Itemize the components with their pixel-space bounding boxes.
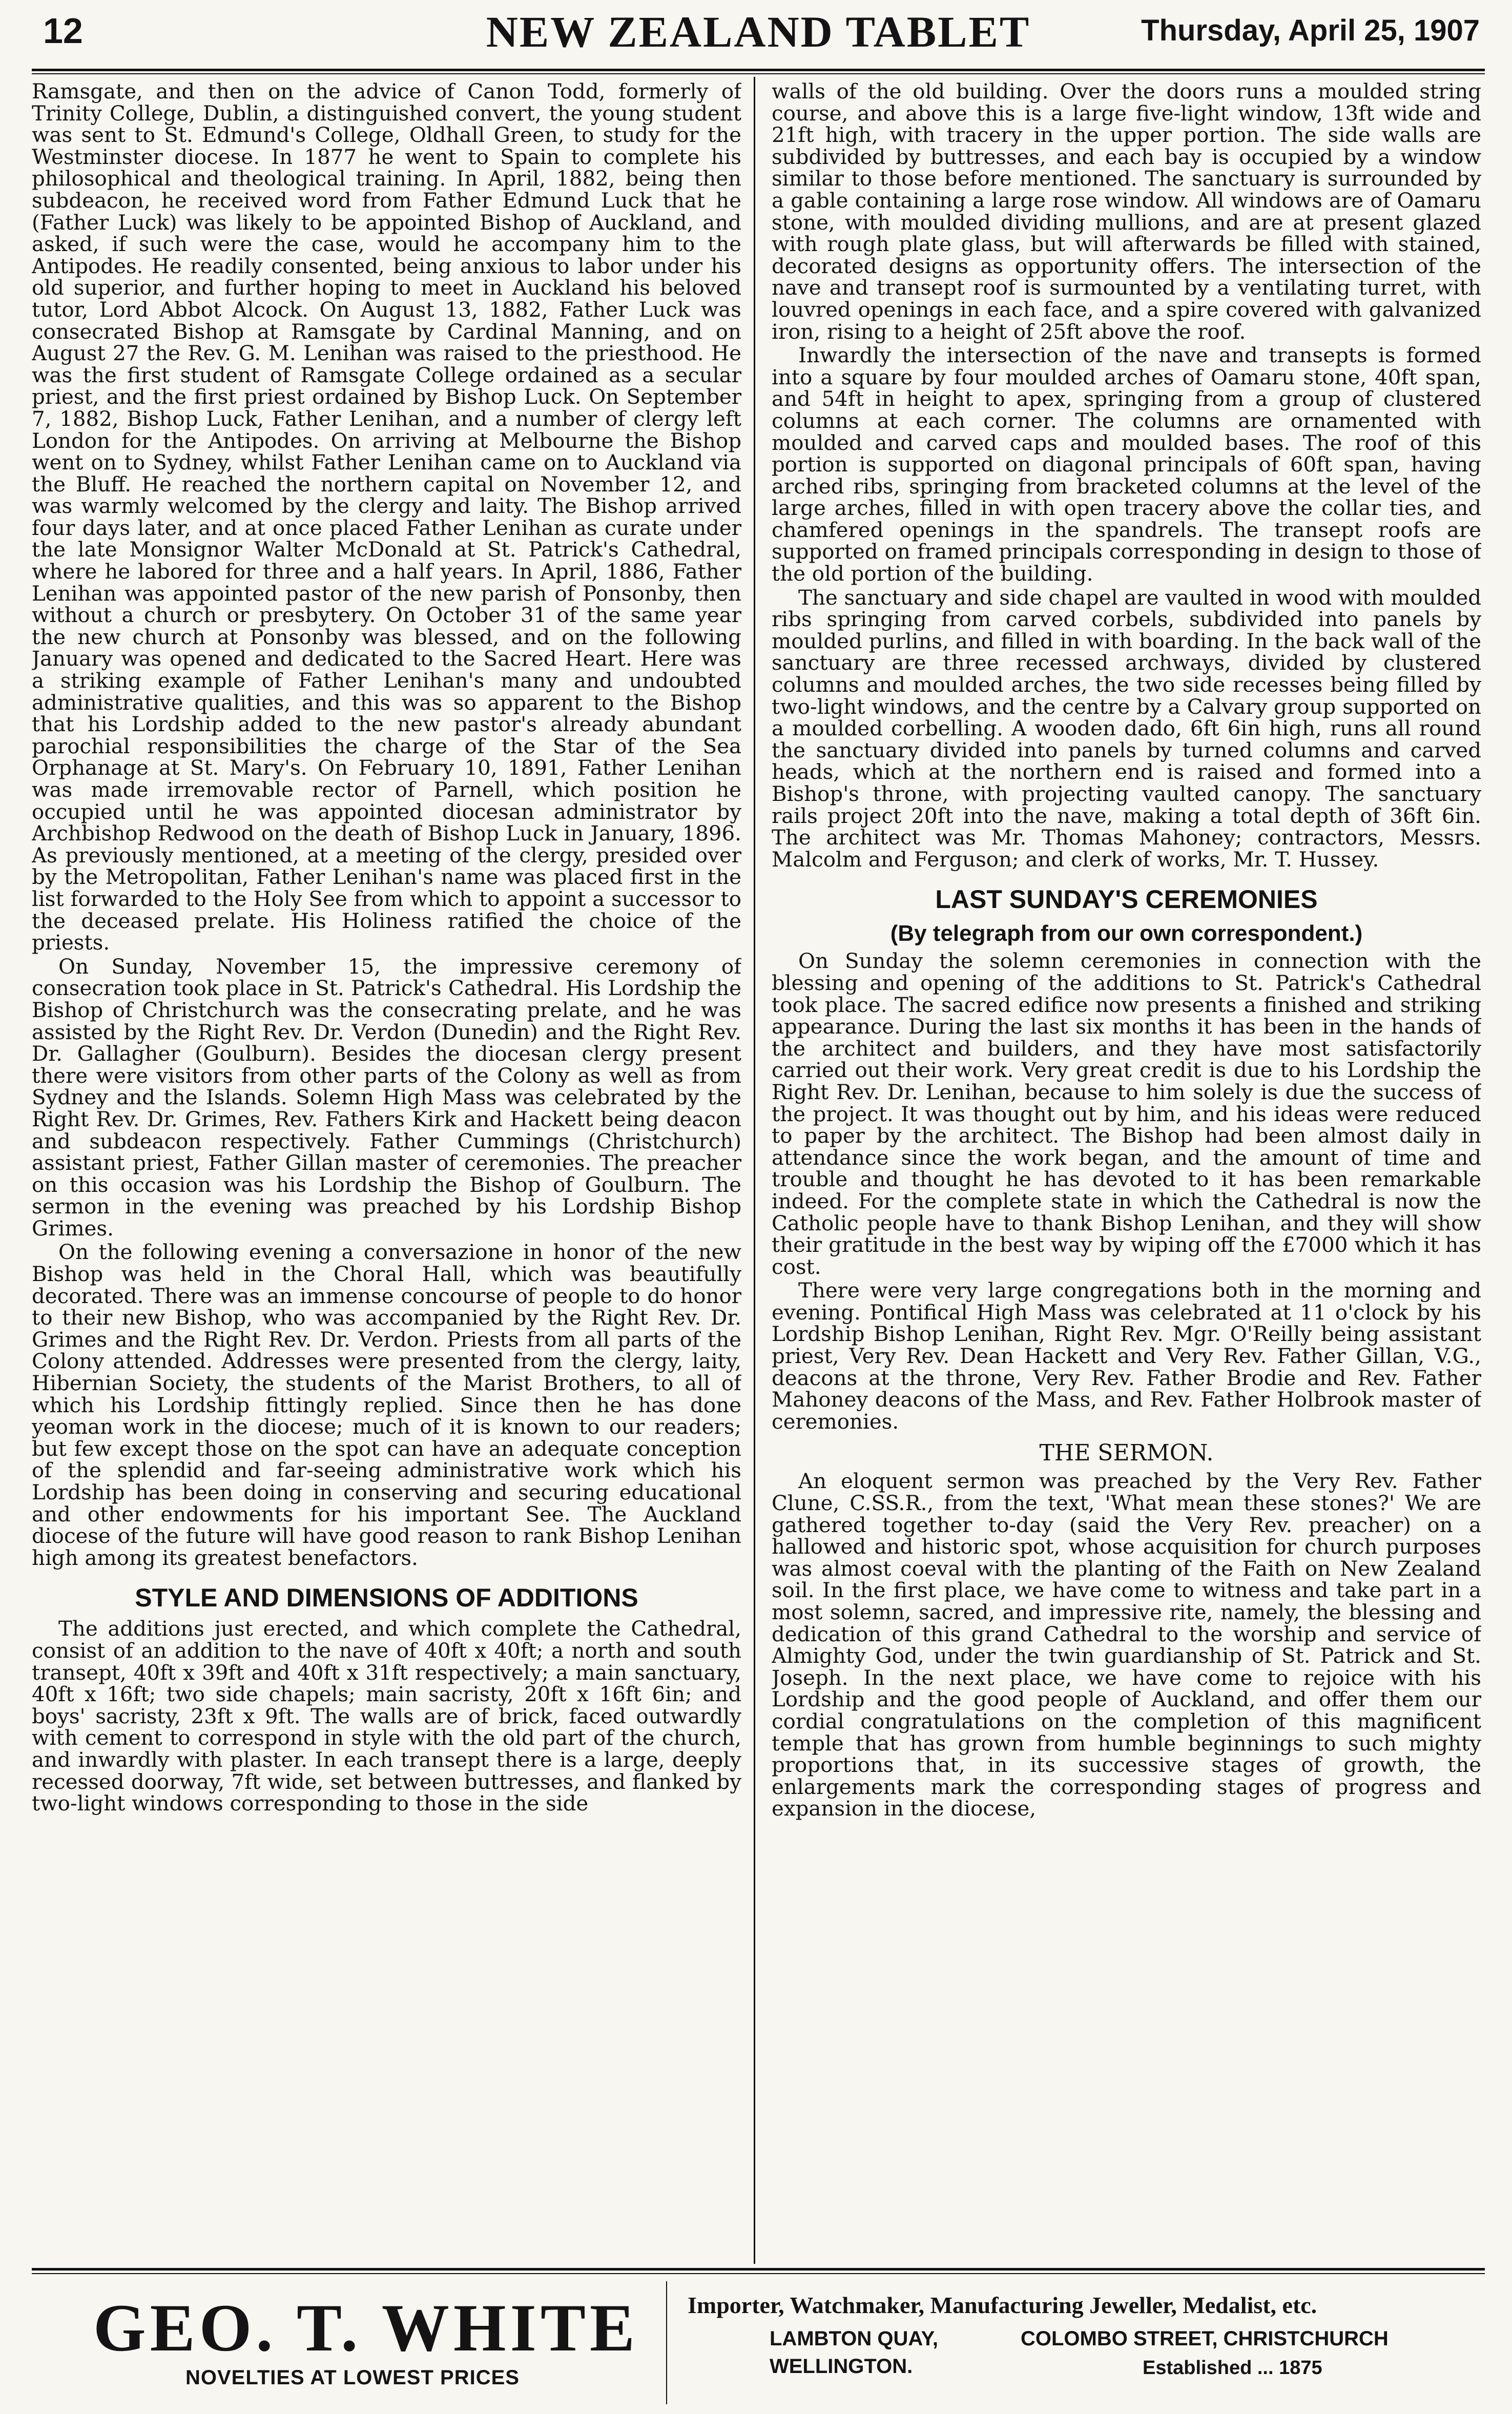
sermon-heading: THE SERMON. (1039, 1440, 1214, 1467)
advertiser-name: GEO. T. WHITE (93, 2290, 639, 2365)
advertiser-slogan: NOVELTIES AT LOWEST PRICES (185, 2366, 520, 2389)
article-paragraph: On Sunday the solemn ceremonies in connection with the blessing and opening of the additions to St. Patrick's Cathedral took place. The sacred edifice now presents a finished and striking appearance. During the last six months it has been in the hands of the architect and builders, and they have most satisfactorily carried out their work. Very great credit is due to his Lordship the Right Rev. Dr. Lenihan, because to him solely is due the success of the project. It was thought out by him, and his ideas were reduced to paper by the architect. The Bishop had been almost daily in attendance since the work began, and the amount of time and trouble and thought he has devoted to it has been remarkable indeed. For the complete state in which the Cathedral is now the Catholic people have to thank Bishop Lenihan, and they will show their gratitude in the best way by wiping off the £7000 which it has cost. (772, 949, 1481, 1279)
section-heading: LAST SUNDAY'S CEREMONIES (935, 885, 1318, 914)
established-year: Established ... 1875 (1143, 2357, 1322, 2379)
section-heading: STYLE AND DIMENSIONS OF ADDITIONS (135, 1583, 638, 1613)
masthead-rule-thin (32, 73, 1485, 74)
article-paragraph: On the following evening a conversazione in honor of the new Bishop was held in the Choral Hall, which was beautifully decorated. There was an immense concourse of people to do honor to their new Bishop, who was accompanied by the Right Rev. Dr. Grimes and the Right Rev. Dr. Verdon. Priests from all parts of the Colony attended. Addresses were presented from the clergy, laity, Hibernian Society, the students of the Marist Brothers, to all of which his Lordship fittingly replied. Since then he has done yeoman work in the diocese; much of it is known to our readers; but few except those on the spot can have an adequate conception of the splendid and far-seeing administrative work which his Lordship has been doing in conserving and securing educational and other endowments for his important See. The Auckland diocese of the future will have good reason to rank Bishop Lenihan high among its greatest benefactors. (32, 1240, 741, 1570)
address-wellington: WELLINGTON. (770, 2355, 913, 2378)
article-paragraph: The sanctuary and side chapel are vaulted in wood with moulded ribs springing from carved corbels, subdivided into panels by moulded purlins, and filled in with boarding. In the back wall of the sanctuary are three recessed archways, divided by clustered columns and moulded arches, the two side recesses being filled by two-light windows, and the centre by a Calvary group supported on a moulded corbelling. A wooden dado, 6ft 6in high, runs all round the sanctuary divided into panels by turned columns and carved heads, which at the northern end is raised and formed into a Bishop's throne, with projecting vaulted canopy. The sanctuary rails project 20ft into the nave, making a total depth of 36ft 6in. The architect was Mr. Thomas Mahoney; contractors, Messrs. Malcolm and Ferguson; and clerk of works, Mr. T. Hussey. (772, 585, 1481, 872)
column-divider (754, 77, 755, 2264)
article-paragraph: The additions just erected, and which complete the Cathedral, consist of an addition to the nave of 40ft x 40ft; a north and south transept, 40ft x 39ft and 40ft x 31ft respectively; a main sanctuary, 40ft x 16ft; two side chapels; main sacristy, 20ft x 16ft 6in; and boys' sacristy, 23ft x 9ft. The walls are of brick, faced outwardly with cement to correspond in style with the old part of the church, and inwardly with plaster. In each transept there is a large, deeply recessed doorway, 7ft wide, set between buttresses, and flanked by two-light windows corresponding to those in the side (32, 1617, 741, 1816)
article-paragraph: Ramsgate, and then on the advice of Canon Todd, formerly of Trinity College, Dublin, a distinguished convert, the young student was sent to St. Edmund's College, Oldhall Green, to study for the Westminster diocese. In 1877 he went to Spain to complete his philosophical and theological training. In April, 1882, being then subdeacon, he received word from Father Edmund Luck that he (Father Luck) was likely to be appointed Bishop of Auckland, and asked, if such were the case, would he accompany him to the Antipodes. He readily consented, being anxious to labor under his old superior, and further hoping to meet in Auckland his beloved tutor, Lord Abbot Alcock. On August 13, 1882, Father Luck was consecrated Bishop at Ramsgate by Cardinal Manning, and on August 27 the Rev. G. M. Lenihan was raised to the priesthood. He was the first student of Ramsgate College ordained as a secular priest, and the first priest ordained by Bishop Luck. On September 7, 1882, Bishop Luck, Father Lenihan, and a number of clergy left London for the Antipodes. On arriving at Melbourne the Bishop went on to Sydney, whilst Father Lenihan came on to Auckland via the Bluff. He reached the northern capital on November 12, and was warmly welcomed by the clergy and laity. The Bishop arrived four days later, and at once placed Father Lenihan as curate under the late Monsignor Walter McDonald at St. Patrick's Cathedral, where he labored for three and a half years. In April, 1886, Father Lenihan was appointed pastor of the new parish of Ponsonby, then without a church or presbytery. On October 31 of the same year the new church at Ponsonby was blessed, and on the following January was opened and dedicated to the Sacred Heart. Here was a striking example of Father Lenihan's many and undoubted administrative qualities, and this was so apparent to the Bishop that his Lordship added to the new pastor's already abundant parochial responsibilities the charge of the Star of the Sea Orphanage at St. Mary's. On February 10, 1891, Father Lenihan was made irremovable rector of Parnell, which position he occupied until he was appointed diocesan administrator by Archbishop Redwood on the death of Bishop Luck in January, 1896. As previously mentioned, at a meeting of the clergy, presided over by the Metropolitan, Father Lenihan's name was placed first in the list forwarded to the Holy See from which to appoint a successor to the deceased prelate. His Holiness ratified the choice of the priests. (32, 81, 741, 955)
advertiser-trades: Importer, Watchmaker, Manufacturing Jeweller, Medalist, etc. (688, 2292, 1317, 2318)
masthead (32, 6, 1485, 67)
article-paragraph: There were very large congregations both in the morning and evening. Pontifical High Mass was celebrated at 11 o'clock by his Lordship Bishop Lenihan, Right Rev. Mgr. O'Reilly being assistant priest, Very Rev. Dean Hackett and Very Rev. Father Gillan, V.G., deacons at the throne, Very Rev. Father Brodie and Rev. Father Mahoney deacons of the Mass, and Rev. Father Holbrook master of ceremonies. (772, 1278, 1481, 1434)
advertisement-rule (32, 2268, 1485, 2271)
left-column (32, 81, 741, 2260)
section-subheading: (By telegraph from our own correspondent.) (890, 921, 1363, 946)
article-paragraph: An eloquent sermon was preached by the Very Rev. Father Clune, C.SS.R., from the text, 'What mean these stones?' We are gathered together to-day (said the Very Rev. preacher) on a hallowed and historic spot, whose acquisition for church purposes was almost coeval with the planting of the Faith on New Zealand soil. In the first place, we have come to witness and take part in a most solemn, sacred, and impressive rite, namely, the blessing and dedication of this grand Cathedral to the worship and service of Almighty God, under the twin guardianship of St. Patrick and St. Joseph. In the next place, we have come to rejoice with his Lordship and the good people of Auckland, and offer them our cordial congratulations on the completion of this magnificent temple that has grown from humble beginnings to such mighty proportions that, in its successive stages of growth, the enlargements mark the corresponding stages of progress and expansion in the diocese, (772, 1469, 1481, 1821)
advertisement-rule-thin (32, 2273, 1485, 2274)
newspaper-title: NEW ZEALAND TABLET (486, 7, 1031, 56)
page-number: 12 (43, 11, 83, 51)
right-column (772, 81, 1481, 2260)
article-paragraph: Inwardly the intersection of the nave and transepts is formed into a square by four moulded arches of Oamaru stone, 40ft span, and 54ft in height to apex, springing from a group of clustered columns at each corner. The columns are ornamented with moulded and carved caps and moulded bases. The roof of this portion is supported on diagonal principals of 60ft span, having arched ribs, springing from bracketed columns at the level of the large arches, filled in with open tracery above the collar ties, and chamfered openings in the spandrels. The transept roofs are supported on framed principals corresponding in design to those of the old portion of the building. (772, 343, 1481, 586)
address-christchurch: COLOMBO STREET, CHRISTCHURCH (1021, 2327, 1389, 2350)
advertisement (32, 2279, 1485, 2407)
advertisement-divider (666, 2281, 667, 2404)
masthead-rule (32, 69, 1485, 71)
article-paragraph: On Sunday, November 15, the impressive ceremony of consecration took place in St. Patrick's Cathedral. His Lordship the Bishop of Christchurch was the consecrating prelate, and he was assisted by the Right Rev. Dr. Verdon (Dunedin) and the Right Rev. Dr. Gallagher (Goulburn). Besides the diocesan clergy present there were visitors from other parts of the Colony as well as from Sydney and the Islands. Solemn High Mass was celebrated by the Right Rev. Dr. Grimes, Rev. Fathers Kirk and Hackett being deacon and subdeacon respectively. Father Cummings (Christchurch) assistant priest, Father Gillan master of ceremonies. The preacher on this occasion was his Lordship the Bishop of Goulburn. The sermon in the evening was preached by his Lordship Bishop Grimes. (32, 954, 741, 1241)
article-paragraph: walls of the old building. Over the doors runs a moulded string course, and above this is a large five-light window, 13ft wide and 21ft high, with tracery in the upper portion. The side walls are subdivided by buttresses, and each bay is occupied by a window similar to those before mentioned. The sanctuary is surrounded by a gable containing a large rose window. All windows are of Oamaru stone, with moulded dividing mullions, and are at present glazed with rough plate glass, but will afterwards be filled with stained, decorated designs as opportunity offers. The intersection of the nave and transept roof is surmounted by a ventilating turret, with louvred openings in each face, and a spire covered with galvanized iron, rising to a height of 25ft above the roof. (772, 81, 1481, 344)
issue-date: Thursday, April 25, 1907 (1141, 14, 1480, 47)
address-lambton-quay: LAMBTON QUAY, (770, 2327, 938, 2350)
